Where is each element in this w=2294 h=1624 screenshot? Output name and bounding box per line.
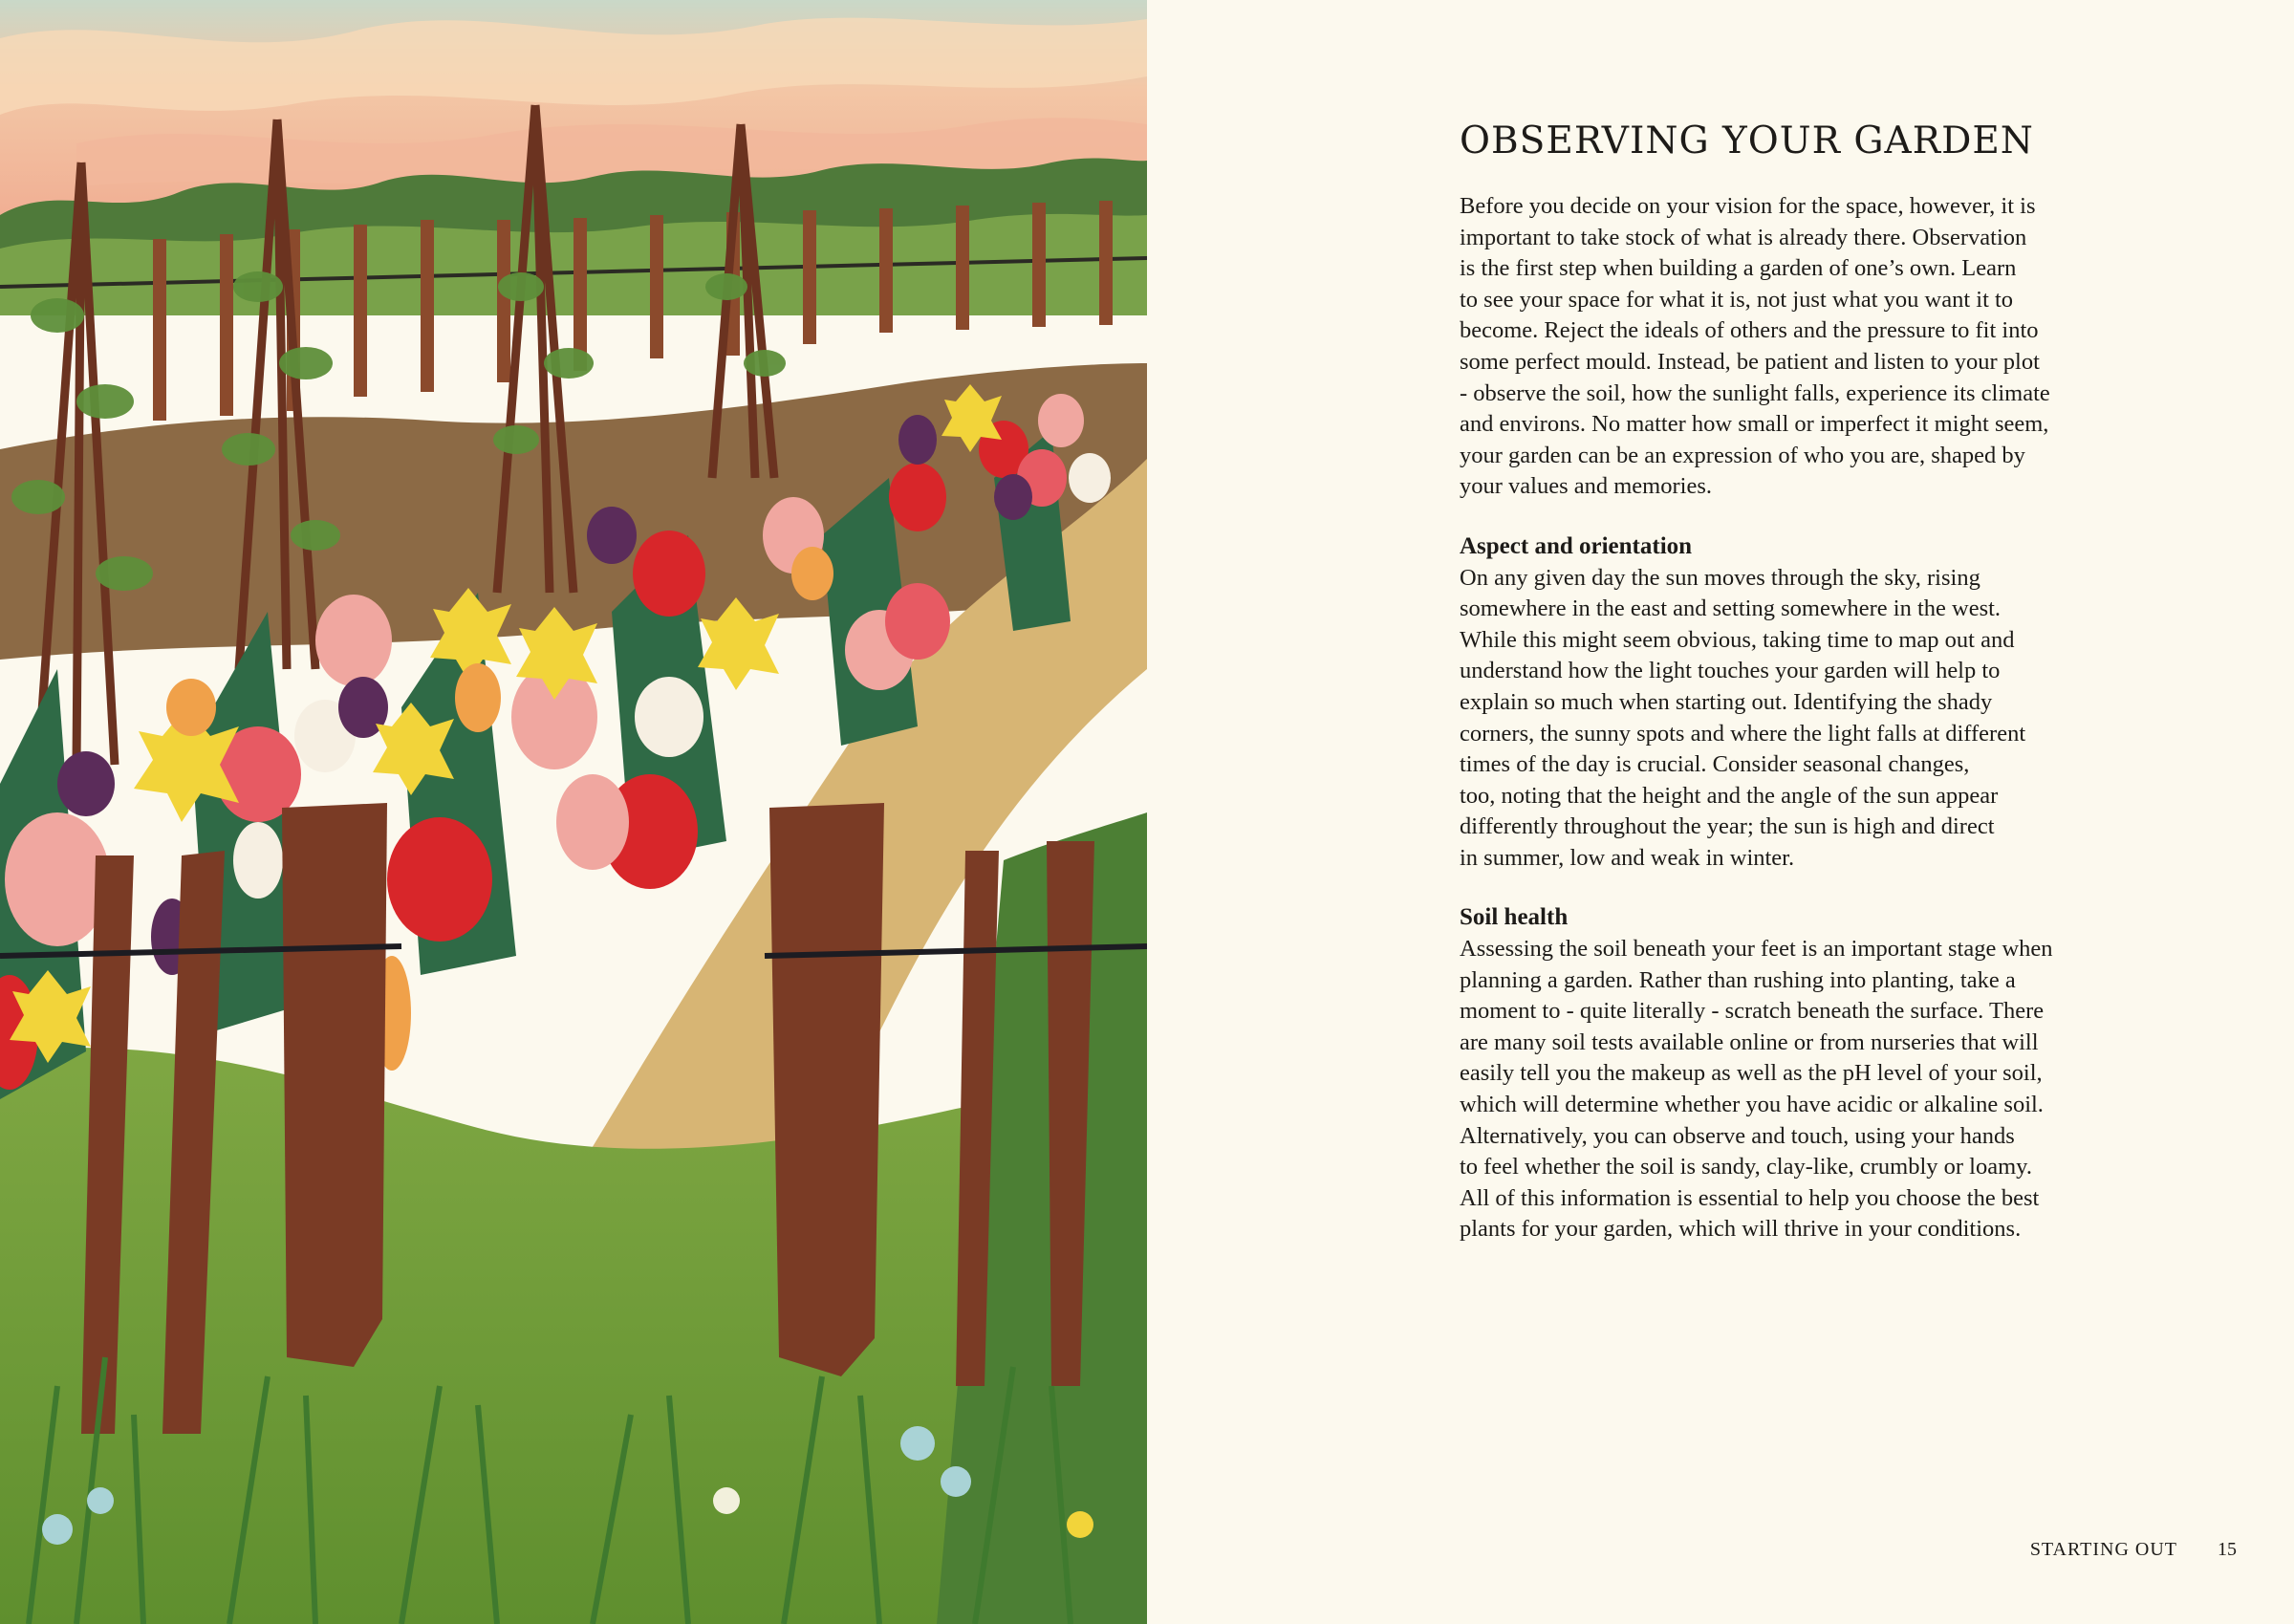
text-page (1147, 0, 2294, 1624)
aspect-line: corners, the sunny spots and where the light falls at different (1460, 720, 2026, 747)
intro-line: become. Reject the ideals of others and the pressure to fit into (1460, 317, 2039, 344)
aspect-paragraph (1460, 563, 2186, 875)
page-title: OBSERVING YOUR GARDEN (1460, 119, 2034, 162)
page-number: 15 (2218, 1539, 2237, 1560)
intro-line: your values and memories. (1460, 473, 1712, 500)
running-footer-section: STARTING OUT (2029, 1539, 2177, 1560)
intro-line: some perfect mould. Instead, be patient and listen to your plot (1460, 348, 2040, 375)
aspect-line: differently throughout the year; the sun is high and direct (1460, 813, 1995, 840)
soil-line: easily tell you the makeup as well as the pH level of your soil, (1460, 1060, 2043, 1087)
aspect-line: explain so much when starting out. Identifying the shady (1460, 688, 1993, 715)
aspect-line: too, noting that the height and the angle of the sun appear (1460, 782, 1999, 809)
fence-post (769, 803, 884, 1376)
intro-paragraph (1460, 191, 2186, 503)
section-heading-soil: Soil health (1460, 904, 1569, 931)
soil-line: plants for your garden, which will thrive in your conditions. (1460, 1216, 2022, 1243)
soil-line: which will determine whether you have acidic or alkaline soil. (1460, 1092, 2044, 1118)
soil-line: are many soil tests available online or from nurseries that will (1460, 1029, 2039, 1055)
intro-line: and environs. No matter how small or imperfect it might seem, (1460, 411, 2049, 438)
aspect-line: in summer, low and weak in winter. (1460, 844, 1795, 871)
aspect-line: On any given day the sun moves through the sky, rising (1460, 564, 1980, 591)
intro-line: your garden can be an expression of who you are, shaped by (1460, 442, 2025, 468)
intro-line: is the first step when building a garden of one’s own. Learn (1460, 255, 2017, 282)
fence-post (282, 803, 387, 1367)
aspect-line: understand how the light touches your garden will help to (1460, 658, 2001, 684)
soil-paragraph (1460, 934, 2186, 1245)
aspect-line: times of the day is crucial. Consider seasonal changes, (1460, 751, 1970, 778)
soil-line: Alternatively, you can observe and touch, using your hands (1460, 1122, 2015, 1149)
soil-line: to feel whether the soil is sandy, clay-like, crumbly or loamy. (1460, 1154, 2032, 1180)
soil-line: planning a garden. Rather than rushing into planting, take a (1460, 966, 2016, 993)
section-heading-aspect: Aspect and orientation (1460, 532, 1693, 559)
intro-line: - observe the soil, how the sunlight falls, experience its climate (1460, 379, 2050, 406)
soil-line: All of this information is essential to help you choose the best (1460, 1184, 2040, 1211)
intro-line: important to take stock of what is already there. Observation (1460, 224, 2027, 250)
intro-line: Before you decide on your vision for the space, however, it is (1460, 193, 2036, 219)
soil-line: moment to - quite literally - scratch beneath the surface. There (1460, 998, 2045, 1025)
intro-line: to see your space for what it is, not just what you want it to (1460, 286, 2014, 313)
page-footer (1147, 1539, 2294, 1568)
soil-line: Assessing the soil beneath your feet is an important stage when (1460, 936, 2053, 963)
text-column (1460, 113, 2186, 1245)
aspect-line: somewhere in the east and setting somewhere in the west. (1460, 595, 2002, 622)
aspect-line: While this might seem obvious, taking time to map out and (1460, 626, 2015, 653)
